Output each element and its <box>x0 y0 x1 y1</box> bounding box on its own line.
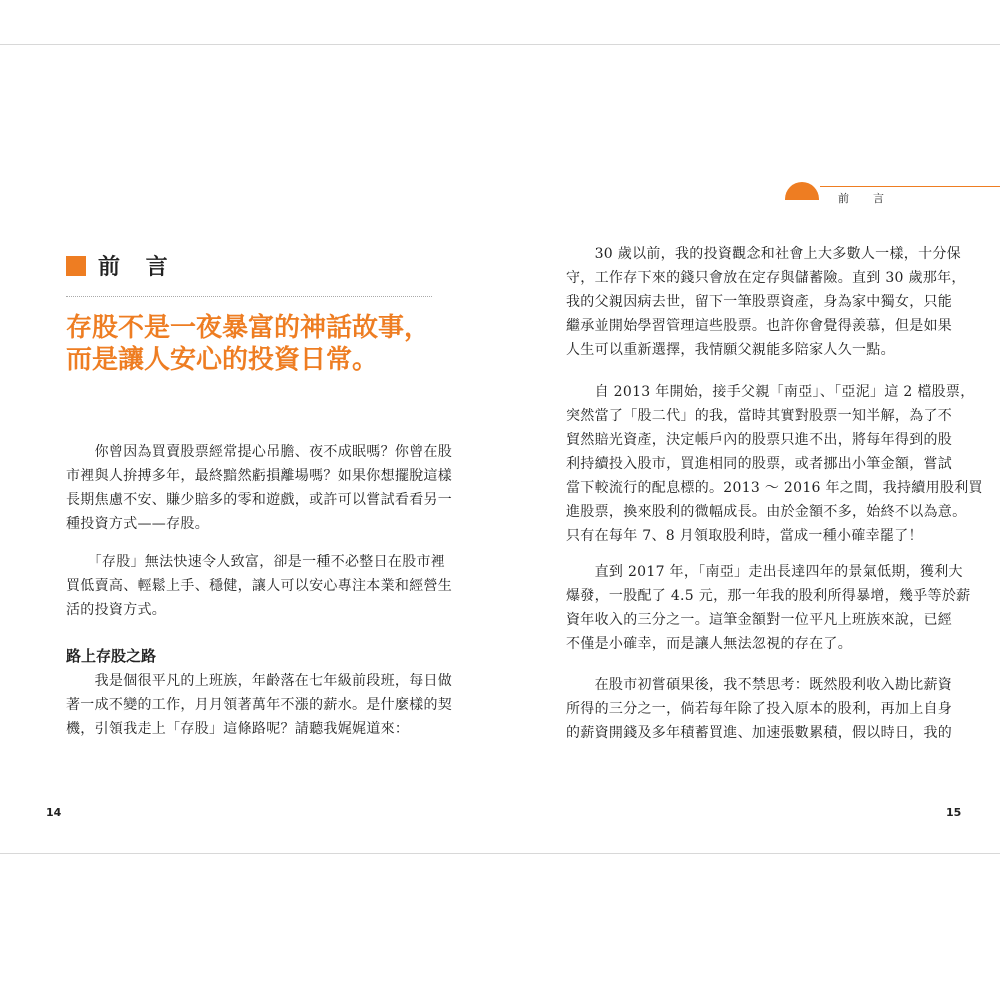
text-line: 人生可以重新選擇，我情願父親能多陪家人久一點。 <box>566 342 895 358</box>
page-number-right: 15 <box>946 806 962 819</box>
text-line: 我是個很平凡的上班族，年齡落在七年級前段班，每日做 <box>66 673 453 689</box>
right-paragraph-1 <box>566 242 966 362</box>
text-line: 活的投資方式。 <box>66 602 167 618</box>
text-line: 利持續投入股市，買進相同的股票，或者挪出小筆金額，嘗試 <box>566 456 953 472</box>
dotted-divider <box>66 296 432 297</box>
chapter-square-icon <box>66 256 86 276</box>
section-heading: 路上存股之路 <box>66 647 157 665</box>
spread-top-border <box>0 44 1000 45</box>
right-paragraph-3 <box>566 560 971 656</box>
text-line: 爆發，一股配了 4.5 元，那一年我的股利所得暴增，幾乎等於薪 <box>566 588 971 604</box>
intro-paragraph-1 <box>66 440 453 536</box>
text-line: 守，工作存下來的錢只會放在定存與儲蓄險。直到 30 歲那年， <box>566 270 966 286</box>
text-line: 我的父親因病去世，留下一筆股票資產，身為家中獨女，只能 <box>566 294 953 310</box>
chapter-heading <box>66 250 177 281</box>
chapter-subtitle <box>66 312 446 376</box>
header-tab-icon <box>785 182 819 216</box>
story-paragraph <box>66 669 453 741</box>
text-line: 所得的三分之一，倘若每年除了投入原本的股利，再加上自身 <box>566 701 953 717</box>
text-line: 著一成不變的工作，月月領著萬年不漲的薪水。是什麼樣的契 <box>66 697 453 713</box>
subtitle-line: 存股不是一夜暴富的神話故事， <box>66 313 431 343</box>
text-line: 貿然賠光資產，決定帳戶內的股票只進不出，將每年得到的股 <box>566 432 953 448</box>
text-line: 進股票，換來股利的微幅成長。由於金額不多，始終不以為意。 <box>566 504 967 520</box>
header-rule <box>820 186 1000 187</box>
text-line: 30 歲以前，我的投資觀念和社會上大多數人一樣，十分保 <box>566 246 961 262</box>
text-line: 直到 2017 年，「南亞」走出長達四年的景氣低期，獲利大 <box>566 564 963 580</box>
spread-bottom-border <box>0 853 1000 854</box>
text-line: 機，引領我走上「存股」這條路呢？請聽我娓娓道來： <box>66 721 410 737</box>
text-line: 不僅是小確幸，而是讓人無法忽視的存在了。 <box>566 636 852 652</box>
text-line: 買低賣高、輕鬆上手、穩健，讓人可以安心專注本業和經營生 <box>66 578 453 594</box>
text-line: 長期焦慮不安、賺少賠多的零和遊戲，或許可以嘗試看看另一 <box>66 492 453 508</box>
page-number-left: 14 <box>46 806 62 819</box>
text-line: 「存股」無法快速令人致富，卻是一種不必整日在股市裡 <box>66 554 446 570</box>
text-line: 只有在每年 7、8 月領取股利時，當成一種小確幸罷了！ <box>566 528 923 544</box>
text-line: 繼承並開始學習管理這些股票。也許你會覺得羨慕，但是如果 <box>566 318 953 334</box>
chapter-title: 前 言 <box>98 255 177 280</box>
intro-paragraph-2 <box>66 550 453 622</box>
subtitle-line: 而是讓人安心的投資日常。 <box>66 345 379 375</box>
text-line: 突然當了「股二代」的我，當時其實對股票一知半解，為了不 <box>566 408 953 424</box>
text-line: 自 2013 年開始，接手父親「南亞」、「亞泥」這 2 檔股票， <box>566 384 975 400</box>
text-line: 當下較流行的配息標的。2013 ～ 2016 年之間，我持續用股利買 <box>566 480 983 496</box>
text-line: 的薪資開錢及多年積蓄買進、加速張數累積，假以時日，我的 <box>566 725 953 741</box>
text-line: 市裡與人拚搏多年，最終黯然虧損離場嗎？如果你想擺脫這樣 <box>66 468 453 484</box>
right-paragraph-4 <box>566 673 953 745</box>
right-paragraph-2 <box>566 380 983 548</box>
text-line: 在股市初嘗碩果後，我不禁思考：既然股利收入勘比薪資 <box>566 677 953 693</box>
text-line: 你曾因為買賣股票經常提心吊膽、夜不成眠嗎？你曾在股 <box>66 444 453 460</box>
running-header: 前言 <box>838 192 908 205</box>
text-line: 種投資方式——存股。 <box>66 516 209 532</box>
text-line: 資年收入的三分之一。這筆金額對一位平凡上班族來說，已經 <box>566 612 953 628</box>
